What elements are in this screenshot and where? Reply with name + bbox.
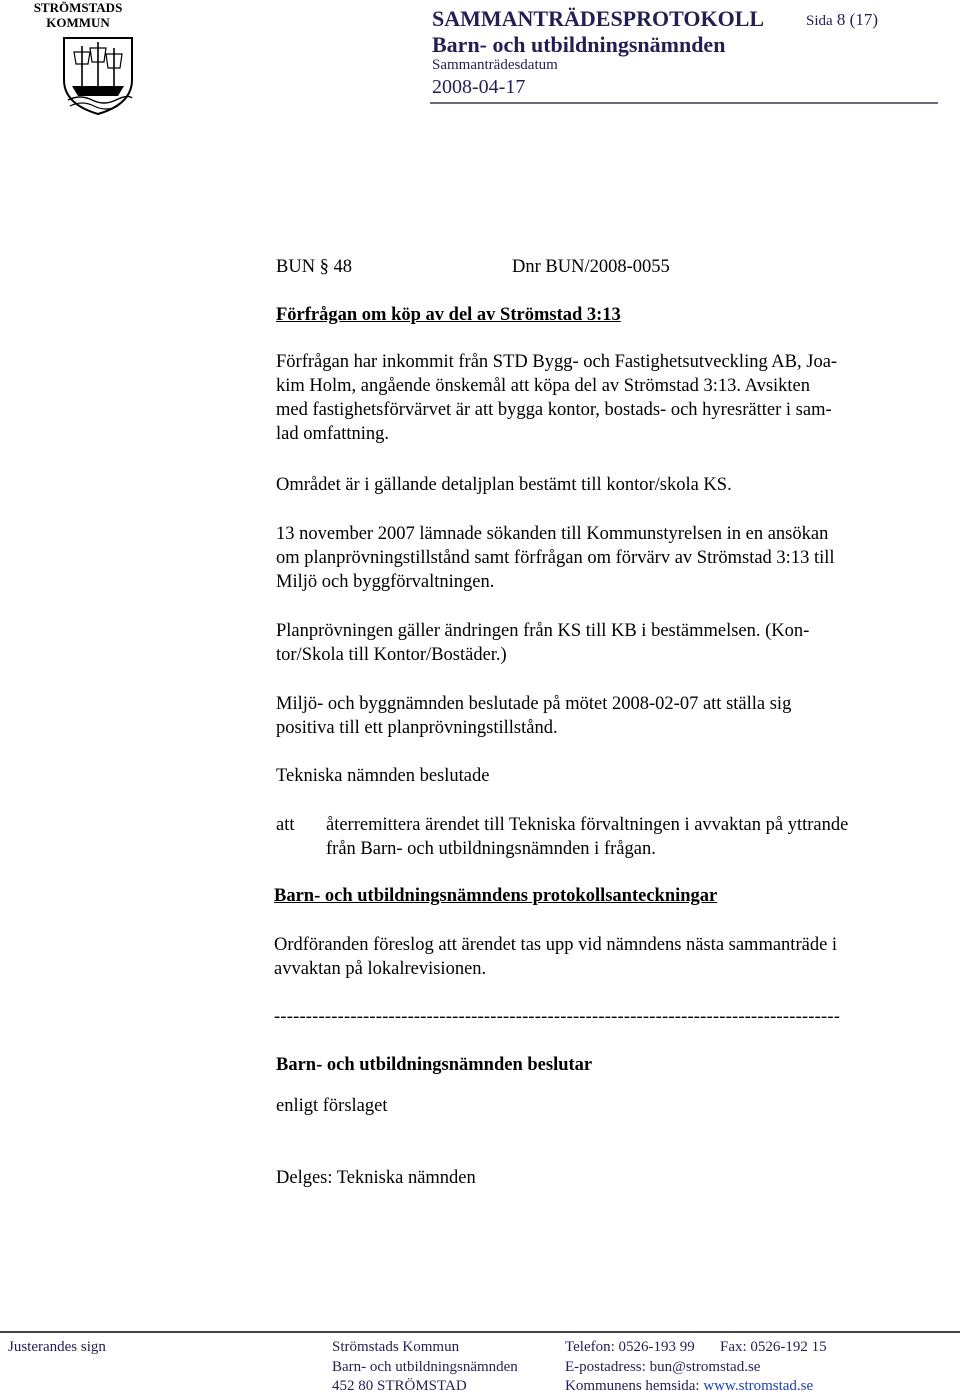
separator-line: ----------------------------------------------------------------------------------------- bbox=[274, 1007, 841, 1027]
document-type: SAMMANTRÄDESPROTOKOLL bbox=[432, 6, 765, 31]
notes-text bbox=[274, 933, 924, 981]
website-label: Kommunens hemsida: bbox=[565, 1378, 700, 1394]
meeting-date: 2008-04-17 bbox=[432, 76, 526, 98]
case-number: BUN § 48 bbox=[276, 257, 353, 277]
text-line: kim Holm, angående önskemål att köpa del av Strömstad 3:13. Avsikten bbox=[276, 376, 811, 396]
paragraph-environment-board bbox=[276, 692, 926, 740]
committee-name: Barn- och utbildningsnämnden bbox=[432, 32, 726, 57]
meeting-date-label: Sammanträdesdatum bbox=[432, 57, 558, 73]
text-line: Området är i gällande detaljplan bestämt till kontor/skola KS. bbox=[276, 475, 732, 495]
paragraph-request bbox=[276, 350, 926, 446]
page-number: 8 (17) bbox=[836, 10, 878, 29]
text-line: Miljö- och byggnämnden beslutade på mötet 2008-02-07 att ställa sig bbox=[276, 694, 792, 714]
footer-org-name: Strömstads Kommun bbox=[332, 1339, 460, 1355]
text-line: med fastighetsförvärvet är att bygga kontor, bostads- och hyresrätter i sam- bbox=[276, 400, 832, 420]
header-divider bbox=[430, 102, 938, 104]
footer-address: 452 80 STRÖMSTAD bbox=[332, 1378, 467, 1394]
justification-sign-label: Justerandes sign bbox=[8, 1339, 106, 1355]
case-title: Förfrågan om köp av del av Strömstad 3:13 bbox=[276, 305, 621, 325]
text-line: Miljö och byggförvaltningen. bbox=[276, 572, 495, 592]
footer-phone: Telefon: 0526-193 99 bbox=[565, 1339, 695, 1355]
text-line: Planprövningen gäller ändringen från KS till KB i bestämmelsen. (Kon- bbox=[276, 621, 810, 641]
case-dnr: Dnr BUN/2008-0055 bbox=[512, 257, 670, 277]
footer-website bbox=[565, 1376, 813, 1396]
footer-org-unit: Barn- och utbildningsnämnden bbox=[332, 1359, 518, 1375]
paragraph-planning bbox=[276, 619, 926, 667]
text-line: Förfrågan har inkommit från STD Bygg- och Fastighetsutveckling AB, Joa- bbox=[276, 352, 838, 372]
paragraph-application bbox=[276, 522, 926, 594]
decision-item-text bbox=[326, 813, 926, 861]
decision-heading: Barn- och utbildningsnämnden beslutar bbox=[276, 1055, 593, 1075]
text-line: om planprövningstillstånd samt förfrågan om förvärv av Strömstad 3:13 till bbox=[276, 548, 835, 568]
org-name-line1: STRÖMSTADS bbox=[33, 0, 123, 15]
footer-fax: Fax: 0526-192 15 bbox=[720, 1339, 827, 1355]
page-indicator bbox=[806, 10, 878, 30]
text-line: Tekniska nämnden beslutade bbox=[276, 766, 490, 786]
paragraph-technical-board bbox=[276, 764, 926, 788]
page-label: Sida bbox=[806, 13, 833, 29]
paragraph-zoning bbox=[276, 473, 926, 497]
text-line: tor/Skola till Kontor/Bostäder.) bbox=[276, 645, 507, 665]
website-link[interactable]: www.stromstad.se bbox=[703, 1378, 814, 1394]
text-line: avvaktan på lokalrevisionen. bbox=[274, 959, 487, 979]
municipality-crest-icon bbox=[60, 36, 136, 116]
text-line: 13 november 2007 lämnade sökanden till Kommunstyrelsen in en ansökan bbox=[276, 524, 829, 544]
footer-divider bbox=[0, 1331, 960, 1333]
text-line: återremittera ärendet till Tekniska förvaltningen i avvaktan på yttrande bbox=[326, 815, 849, 835]
footer-email[interactable]: E-postadress: bun@stromstad.se bbox=[565, 1359, 761, 1375]
decision-item-label: att bbox=[276, 815, 295, 835]
text-line: Ordföranden föreslog att ärendet tas upp vid nämndens nästa sammanträde i bbox=[274, 935, 838, 955]
notes-heading: Barn- och utbildningsnämndens protokollsanteckningar bbox=[274, 886, 718, 906]
text-line: positiva till ett planprövningstillstånd. bbox=[276, 718, 558, 738]
text-line: lad omfattning. bbox=[276, 424, 390, 444]
org-name-line2: KOMMUN bbox=[46, 15, 110, 30]
distribution-note: Delges: Tekniska nämnden bbox=[276, 1168, 476, 1188]
decision-text: enligt förslaget bbox=[276, 1096, 388, 1116]
text-line: från Barn- och utbildningsnämnden i frågan. bbox=[326, 839, 656, 859]
